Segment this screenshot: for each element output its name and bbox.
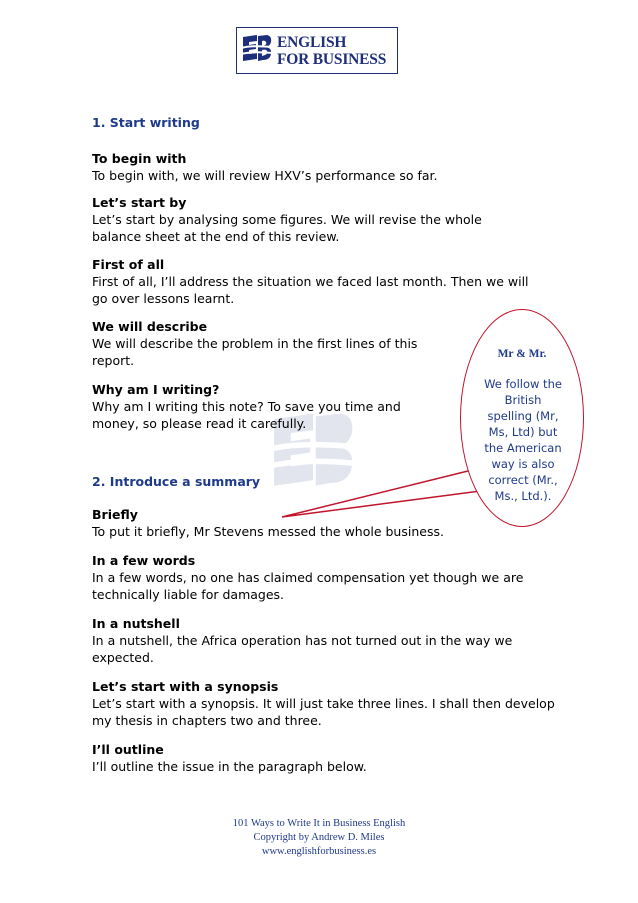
- phrase-block: [92, 256, 544, 307]
- callout-body: We follow the British spelling (Mr, Ms, Ltd) but the American way is also correct (Mr., Ms., Ltd.).: [484, 377, 562, 503]
- footer-copyright: Copyright by Andrew D. Miles: [253, 832, 385, 843]
- logo: [236, 27, 398, 74]
- footer-website: www.englishforbusiness.es: [261, 846, 377, 857]
- phrase-block: [92, 150, 472, 184]
- phrase-title: Let’s start with a synopsis: [92, 679, 279, 694]
- phrase-block: [92, 506, 552, 540]
- phrase-example: Let’s start with a synopsis. It will just take three lines. I shall then develop my thesis in chapters two and three.: [92, 696, 555, 728]
- section-heading-introduce-summary: 2. Introduce a summary: [92, 474, 261, 489]
- phrase-title: Why am I writing?: [92, 382, 220, 397]
- phrase-title: I’ll outline: [92, 742, 164, 757]
- footer-book-title: 101 Ways to Write It in Business English: [232, 818, 406, 829]
- logo-line-1: ENGLISH: [277, 34, 347, 51]
- phrase-example: To put it briefly, Mr Stevens messed the whole business.: [92, 524, 444, 539]
- logo-line-2: FOR BUSINESS: [277, 51, 387, 68]
- phrase-block: [92, 381, 432, 432]
- phrase-block: [92, 318, 442, 369]
- phrase-title: In a few words: [92, 553, 196, 568]
- phrase-block: [92, 678, 562, 729]
- phrase-example: I’ll outline the issue in the paragraph below.: [92, 759, 367, 774]
- phrase-title: We will describe: [92, 319, 208, 334]
- phrase-block: [92, 194, 512, 245]
- eb-logo-icon: [241, 33, 273, 69]
- page-footer: [0, 817, 638, 859]
- phrase-block: [92, 741, 552, 775]
- phrase-title: Let’s start by: [92, 195, 187, 210]
- callout-bubble: [460, 309, 584, 527]
- phrase-example: First of all, I’ll address the situation we faced last month. Then we will go over lessons learnt.: [92, 274, 529, 306]
- section-heading-start-writing: 1. Start writing: [92, 115, 200, 130]
- phrase-title: In a nutshell: [92, 616, 180, 631]
- phrase-example: Why am I writing this note? To save you time and money, so please read it carefully.: [92, 399, 401, 431]
- phrase-block: [92, 615, 552, 666]
- phrase-example: In a few words, no one has claimed compensation yet though we are technically liable for damages.: [92, 570, 524, 602]
- phrase-example: In a nutshell, the Africa operation has not turned out in the way we expected.: [92, 633, 513, 665]
- phrase-title: Briefly: [92, 507, 138, 522]
- phrase-block: [92, 552, 562, 603]
- phrase-example: We will describe the problem in the first lines of this report.: [92, 336, 418, 368]
- phrase-title: First of all: [92, 257, 165, 272]
- phrase-example: To begin with, we will review HXV’s performance so far.: [92, 168, 438, 183]
- phrase-title: To begin with: [92, 151, 187, 166]
- callout-title: Mr & Mr.: [497, 348, 547, 360]
- phrase-example: Let’s start by analysing some figures. We will revise the whole balance sheet at the end of this review.: [92, 212, 482, 244]
